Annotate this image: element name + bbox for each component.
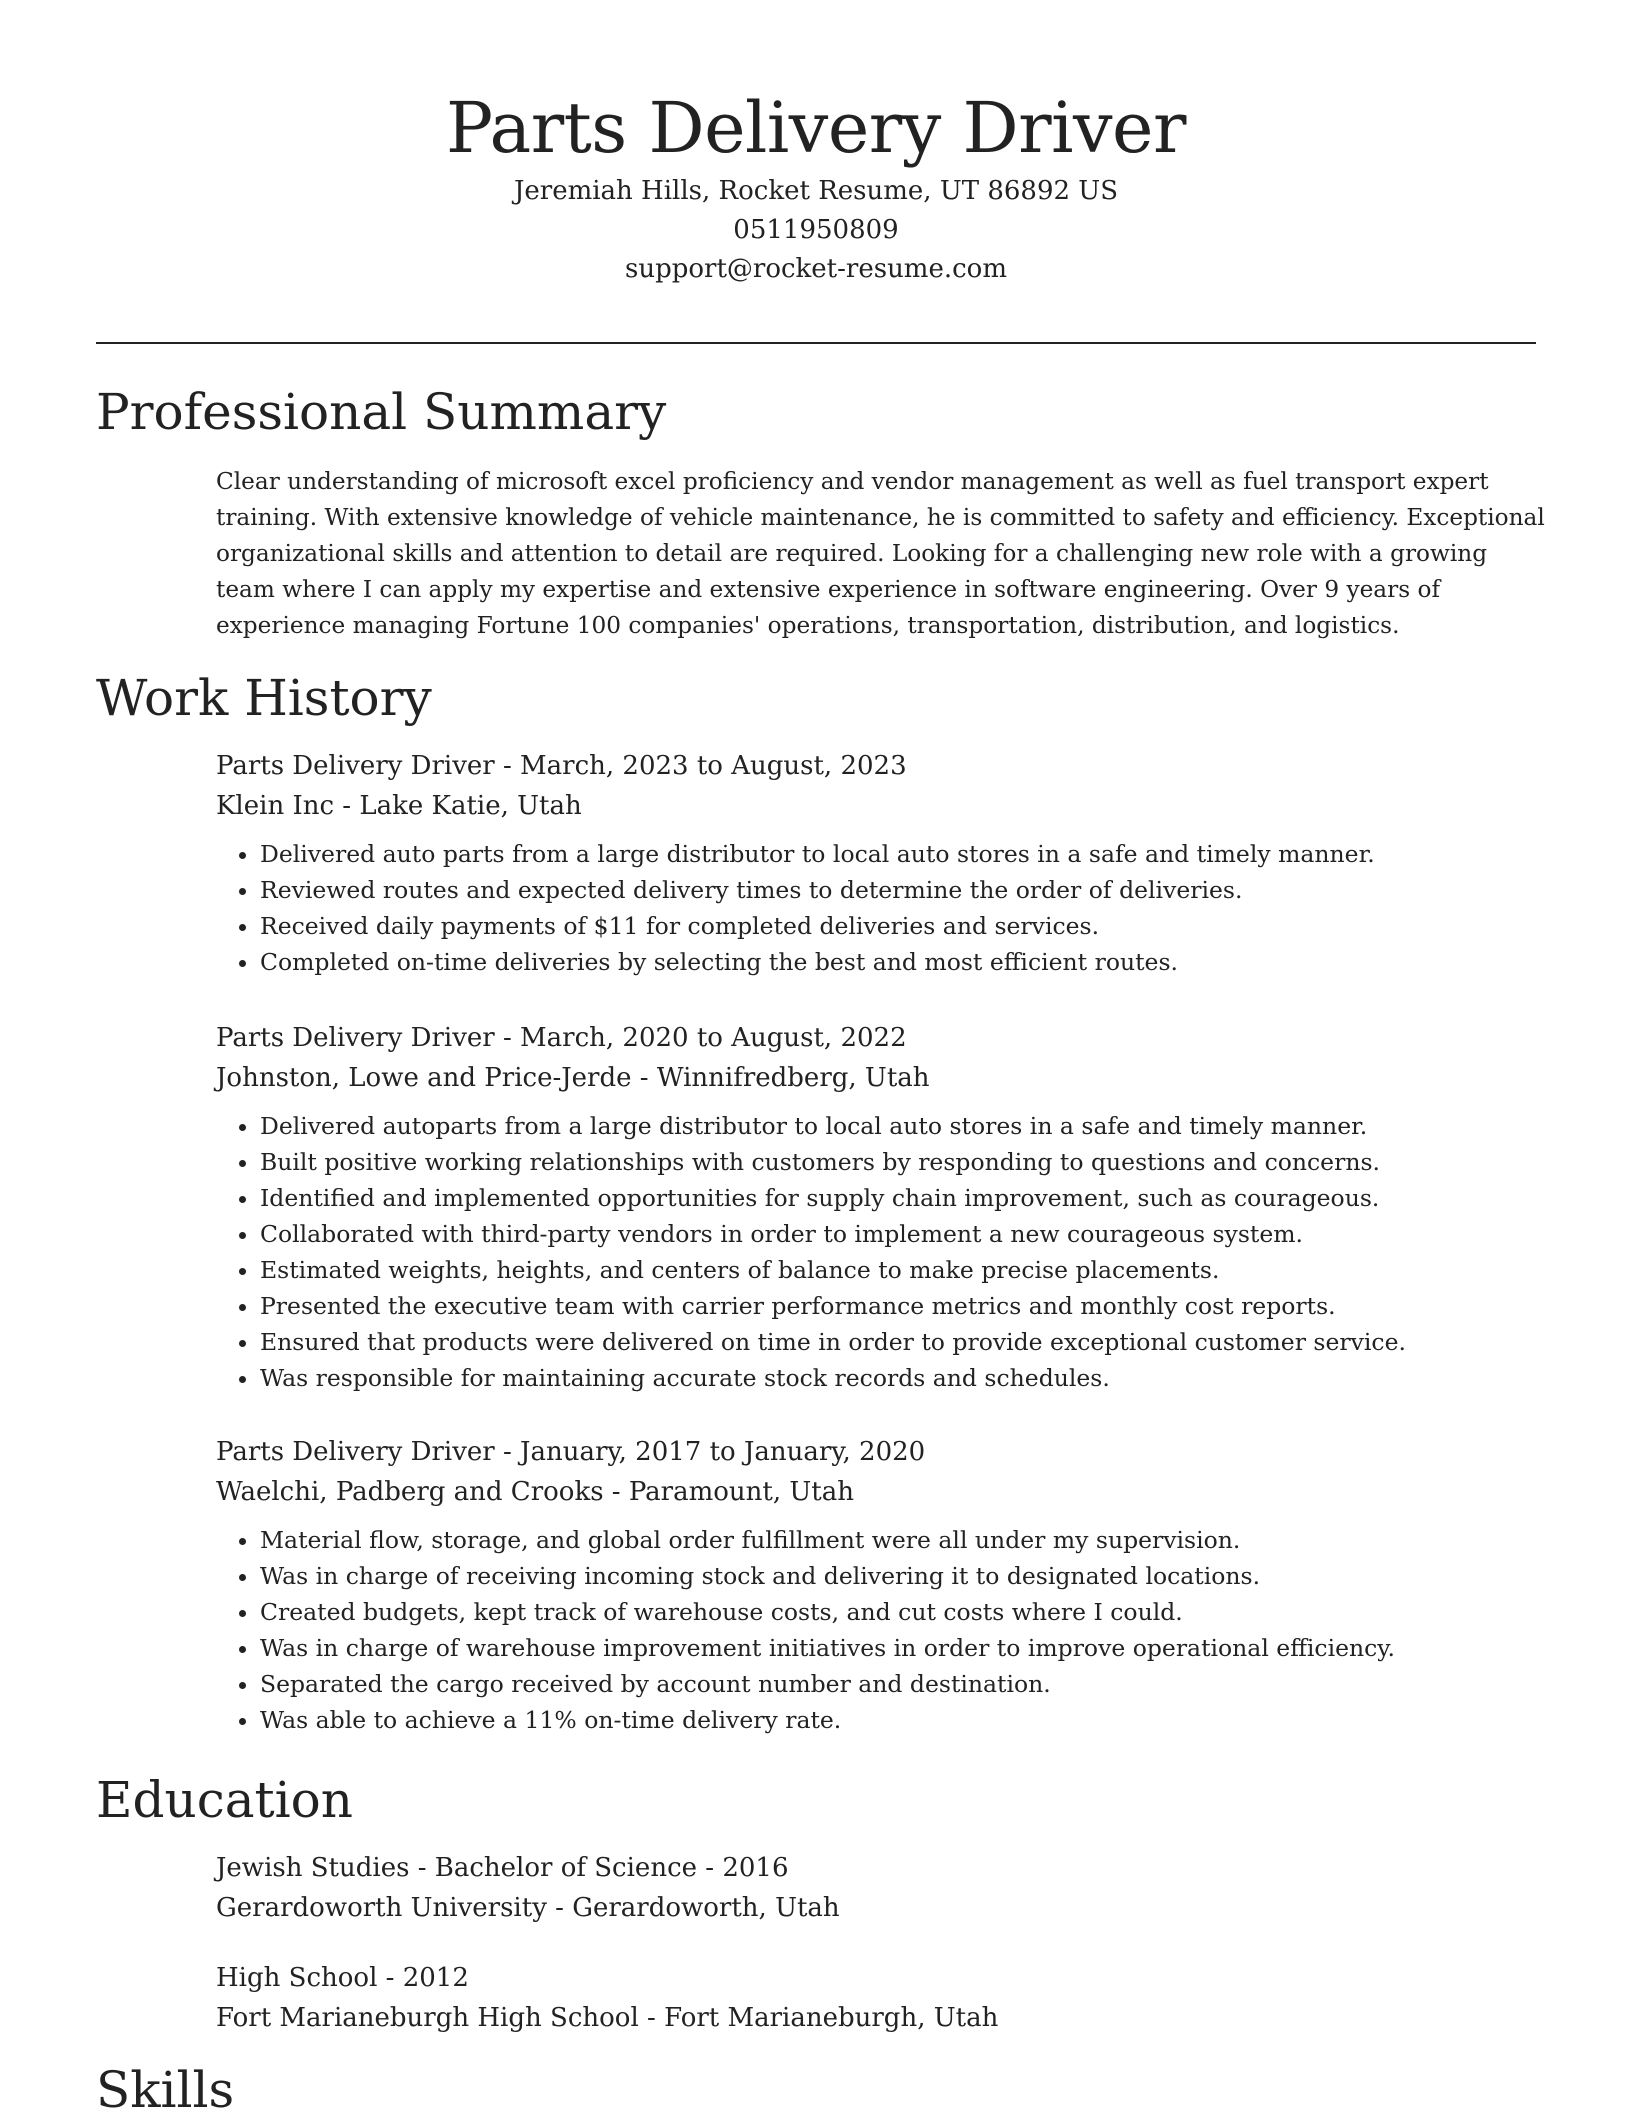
duty-item: • Presented the executive team with carrier performance metrics and monthly cost reports. [260, 1288, 1546, 1324]
skills-heading: Skills [96, 2061, 235, 2119]
contact-email: support@rocket-resume.com [624, 254, 1007, 284]
duty-item: • Was responsible for maintaining accurate stock records and schedules. [260, 1360, 1546, 1396]
duty-item: • Received daily payments of $11 for completed deliveries and services. [260, 908, 1546, 944]
duty-item: • Material flow, storage, and global order fulfillment were all under my supervision. [260, 1522, 1546, 1558]
duty-item: • Delivered auto parts from a large distributor to local auto stores in a safe and timely manner. [260, 836, 1546, 872]
job-entry [216, 1432, 1546, 1738]
summary-heading: Professional Summary [96, 383, 667, 441]
duty-item: • Was in charge of warehouse improvement initiatives in order to improve operational efficiency. [260, 1630, 1546, 1666]
duty-item: • Identified and implemented opportunities for supply chain improvement, such as courageous. [260, 1180, 1546, 1216]
duty-item: • Was able to achieve a 11% on-time delivery rate. [260, 1702, 1546, 1738]
resume-name: Parts Delivery Driver [446, 87, 1186, 169]
duty-item: • Was in charge of receiving incoming stock and delivering it to designated locations. [260, 1558, 1546, 1594]
school-line: Fort Marianeburgh High School - Fort Marianeburgh, Utah [216, 2003, 999, 2033]
job-duties-list [216, 1522, 1546, 1738]
job-entry [216, 746, 1546, 980]
duty-item: • Built positive working relationships with customers by responding to questions and concerns. [260, 1144, 1546, 1180]
contact-phone: 0511950809 [733, 215, 899, 245]
duty-item: • Completed on-time deliveries by selecting the best and most efficient routes. [260, 944, 1546, 980]
job-duties-list [216, 1108, 1546, 1396]
contact-block [0, 172, 1632, 289]
contact-address: Jeremiah Hills, Rocket Resume, UT 86892 US [513, 176, 1119, 206]
duty-item: • Ensured that products were delivered on time in order to provide exceptional customer service. [260, 1324, 1546, 1360]
work-history-heading: Work History [96, 669, 432, 727]
duty-item: • Created budgets, kept track of warehouse costs, and cut costs where I could. [260, 1594, 1546, 1630]
summary-text: Clear understanding of microsoft excel proficiency and vendor management as well as fuel transport expert training. With extensive knowledge of vehicle maintenance, he is committed to safety and efficiency. Exceptional organizational skills and attention to detail are required. Looking for a challenging new role with a growing team where I can apply my expertise and extensive experience in software engineering. Over 9 years of experience managing Fortune 100 companies' operations, transportation, distribution, and logistics. [216, 468, 1545, 639]
school-line: Gerardoworth University - Gerardoworth, Utah [216, 1893, 840, 1923]
degree-line: High School - 2012 [216, 1963, 469, 1993]
duty-item: • Reviewed routes and expected delivery times to determine the order of deliveries. [260, 872, 1546, 908]
education-heading: Education [96, 1771, 353, 1829]
job-title-line: Parts Delivery Driver - January, 2017 to January, 2020 [216, 1437, 926, 1467]
header-divider [96, 342, 1536, 344]
duty-item: • Separated the cargo received by account number and destination. [260, 1666, 1546, 1702]
job-org-line: Johnston, Lowe and Price-Jerde - Winnifredberg, Utah [216, 1063, 930, 1093]
job-title-line: Parts Delivery Driver - March, 2023 to August, 2023 [216, 751, 907, 781]
job-org-line: Waelchi, Padberg and Crooks - Paramount, Utah [216, 1477, 854, 1507]
job-org-line: Klein Inc - Lake Katie, Utah [216, 791, 582, 821]
duty-item: • Collaborated with third-party vendors in order to implement a new courageous system. [260, 1216, 1546, 1252]
job-duties-list [216, 836, 1546, 980]
job-entry [216, 1018, 1546, 1396]
education-entry [216, 1958, 1546, 2038]
resume-header [0, 80, 1632, 284]
job-title-line: Parts Delivery Driver - March, 2020 to August, 2022 [216, 1023, 907, 1053]
education-entry [216, 1848, 1546, 1928]
duty-item: • Estimated weights, heights, and centers of balance to make precise placements. [260, 1252, 1546, 1288]
duty-item: • Delivered autoparts from a large distributor to local auto stores in a safe and timely manner. [260, 1108, 1546, 1144]
degree-line: Jewish Studies - Bachelor of Science - 2016 [216, 1853, 789, 1883]
